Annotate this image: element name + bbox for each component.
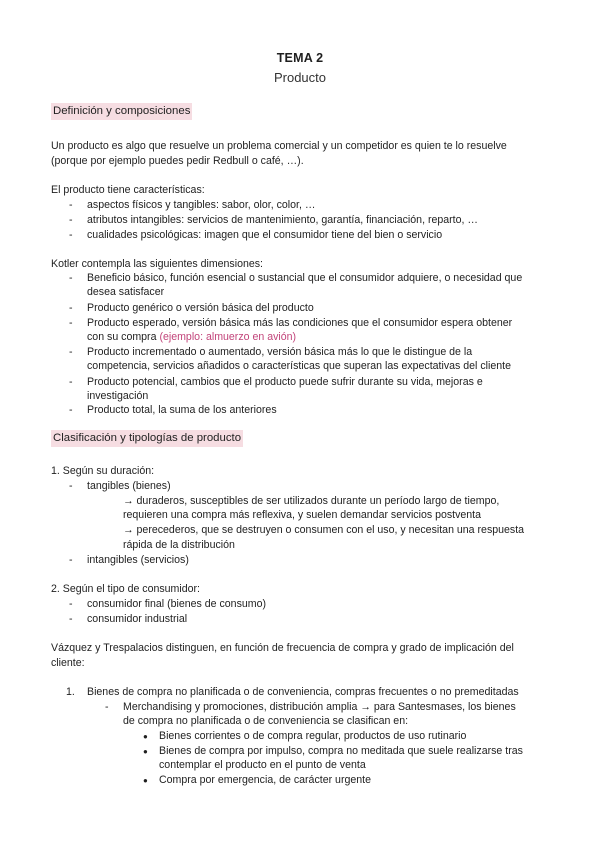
dash-marker: - xyxy=(69,613,73,625)
bullet-marker: ● xyxy=(143,732,148,741)
dash-marker: - xyxy=(69,480,73,492)
bullet-marker: ● xyxy=(143,776,148,785)
dash-marker: - xyxy=(69,302,73,314)
example-highlight: (ejemplo: almuerzo en avión) xyxy=(159,331,297,343)
bullet-marker: ● xyxy=(143,747,148,756)
dash-marker: - xyxy=(69,376,73,388)
dash-marker: - xyxy=(69,346,73,358)
kotler-item-line: Producto incrementado o aumentado, versión básica más lo que le distingue de la xyxy=(87,346,473,358)
bullet-item-line: Bienes de compra por impulso, compra no meditada que suele realizarse tras xyxy=(159,745,523,757)
duration-title: 1. Según su duración: xyxy=(51,465,155,477)
number-marker: 1. xyxy=(66,686,75,698)
sub-dash-line: Merchandising y promociones, distribución amplia → para Santesmases, los bienes xyxy=(123,701,516,713)
kotler-item-line: Producto potencial, cambios que el producto puede sufrir durante su vida, mejoras e xyxy=(87,376,483,388)
page-subtitle: Producto xyxy=(273,70,327,85)
kotler-item-text: con su compra xyxy=(87,331,157,343)
kotler-intro: Kotler contempla las siguientes dimensiones: xyxy=(51,258,263,270)
section-heading-clasificacion: Clasificación y tipologías de producto xyxy=(51,430,243,447)
perishable-line: rápida de la distribución xyxy=(123,539,235,551)
feature-item: aspectos físicos y tangibles: sabor, olor, color, … xyxy=(87,199,316,211)
dash-marker: - xyxy=(69,199,73,211)
bullet-item-line: Compra por emergencia, de carácter urgente xyxy=(159,774,371,786)
kotler-item-line xyxy=(87,330,296,345)
dash-marker: - xyxy=(69,317,73,329)
dash-marker: - xyxy=(69,214,73,226)
kotler-item-line: Producto genérico o versión básica del producto xyxy=(87,302,314,314)
durable-line: → duraderos, susceptibles de ser utilizados durante un período largo de tiempo, xyxy=(123,495,500,507)
consumer-item: consumidor final (bienes de consumo) xyxy=(87,598,267,610)
section-heading-definicion: Definición y composiciones xyxy=(51,103,192,120)
kotler-item-line: desea satisfacer xyxy=(87,286,165,298)
dash-marker: - xyxy=(69,404,73,416)
kotler-item-line: Producto esperado, versión básica más las condiciones que el consumidor espera obtener xyxy=(87,317,513,329)
sub-dash-line: de compra no planificada o de conveniencia se clasifican en: xyxy=(123,715,409,727)
intro-line-2: (porque por ejemplo puedes pedir Redbull o café, …). xyxy=(51,155,304,167)
kotler-item-line: Producto total, la suma de los anteriores xyxy=(87,404,277,416)
dash-marker: - xyxy=(69,229,73,241)
feature-item: cualidades psicológicas: imagen que el consumidor tiene del bien o servicio xyxy=(87,229,443,241)
kotler-item-line: competencia, servicios añadidos o características que superan las expectativas del cliente xyxy=(87,360,511,372)
dash-marker: - xyxy=(69,272,73,284)
intangible-item: intangibles (servicios) xyxy=(87,554,189,566)
dash-marker: - xyxy=(69,598,73,610)
feature-item: atributos intangibles: servicios de mantenimiento, garantía, financiación, reparto, … xyxy=(87,214,479,226)
kotler-item-line: Beneficio básico, función esencial o sustancial que el consumidor adquiere, o necesidad que xyxy=(87,272,523,284)
bullet-item-line: Bienes corrientes o de compra regular, productos de uso rutinario xyxy=(159,730,467,742)
page-title: TEMA 2 xyxy=(276,51,324,65)
dash-marker: - xyxy=(105,701,109,713)
kotler-item-line: investigación xyxy=(87,390,149,402)
dash-marker: - xyxy=(69,554,73,566)
numbered-item: Bienes de compra no planificada o de conveniencia, compras frecuentes o no premeditadas xyxy=(87,686,519,698)
vt-intro-line: Vázquez y Trespalacios distinguen, en función de frecuencia de compra y grado de implicación del xyxy=(51,642,514,654)
consumer-title: 2. Según el tipo de consumidor: xyxy=(51,583,200,595)
features-intro: El producto tiene características: xyxy=(51,184,205,196)
intro-line-1: Un producto es algo que resuelve un problema comercial y un competidor es quien te lo resuelve xyxy=(51,140,507,152)
perishable-line: → perecederos, que se destruyen o consumen con el uso, y necesitan una respuesta xyxy=(123,524,525,536)
vt-intro-line: cliente: xyxy=(51,657,85,669)
tangible-item: tangibles (bienes) xyxy=(87,480,171,492)
bullet-item-line: contemplar el producto en el punto de venta xyxy=(159,759,366,771)
durable-line: requieren una compra más reflexiva, y suelen demandar servicios postventa xyxy=(123,509,482,521)
consumer-item: consumidor industrial xyxy=(87,613,188,625)
